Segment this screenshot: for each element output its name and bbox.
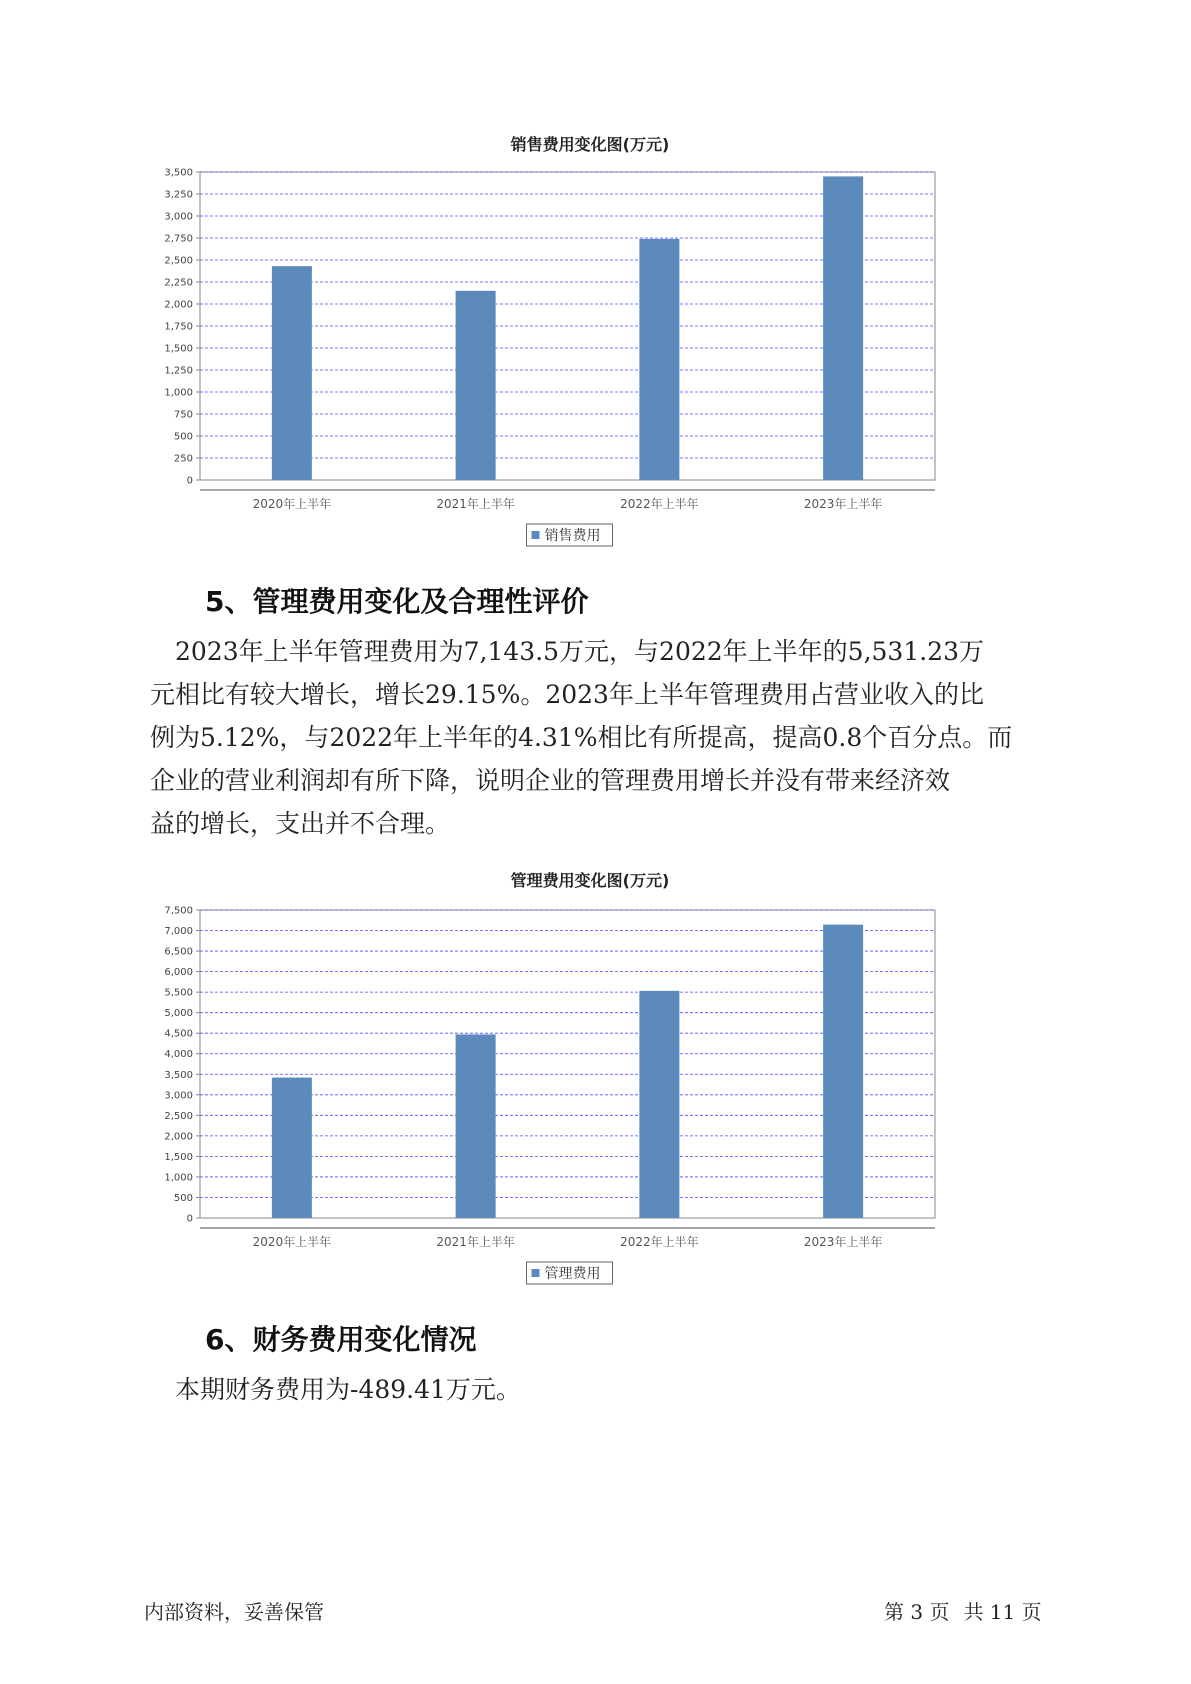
y-tick-label: 2,000 [164, 299, 193, 311]
legend-swatch [532, 531, 540, 539]
y-tick-label: 0 [186, 475, 193, 487]
admin-expense-chart [150, 868, 1030, 1288]
x-tick-label: 2021年上半年 [436, 497, 515, 511]
y-tick-label: 500 [173, 431, 193, 443]
y-tick-label: 3,500 [164, 167, 193, 179]
y-tick-label: 1,250 [164, 365, 193, 377]
y-tick-label: 6,500 [164, 946, 193, 958]
bar [456, 291, 496, 480]
y-tick-label: 4,500 [164, 1028, 193, 1040]
y-tick-label: 2,500 [164, 255, 193, 267]
x-tick-label: 2023年上半年 [803, 1235, 883, 1249]
x-tick-label: 2023年上半年 [803, 497, 883, 511]
y-tick-label: 1,000 [164, 1172, 193, 1184]
y-tick-label: 500 [173, 1192, 193, 1204]
paragraph-line: 益的增长，支出并不合理。 [150, 809, 451, 838]
x-tick-label: 2022年上半年 [620, 1235, 699, 1249]
y-tick-label: 1,500 [164, 343, 193, 355]
y-tick-label: 3,000 [164, 1090, 193, 1102]
x-tick-label: 2020年上半年 [252, 497, 332, 511]
paragraph-line: 本期财务费用为-489.41万元。 [150, 1375, 521, 1404]
page-number: 第 3 页 [884, 1600, 950, 1624]
y-tick-label: 2,250 [164, 277, 193, 289]
footer-confidential: 内部资料，妥善保管 [144, 1600, 324, 1624]
bar [456, 1034, 496, 1218]
x-tick-label: 2020年上半年 [252, 1235, 332, 1249]
legend-label: 管理费用 [544, 1266, 601, 1282]
bar [272, 266, 312, 480]
bar [823, 176, 863, 480]
paragraph-line: 企业的营业利润却有所下降，说明企业的管理费用增长并没有带来经济效 [150, 766, 951, 795]
y-tick-label: 6,000 [164, 967, 193, 979]
section6-heading: 6、财务费用变化情况 [205, 1323, 477, 1356]
y-tick-label: 5,000 [164, 1008, 193, 1020]
y-tick-label: 2,000 [164, 1131, 193, 1143]
footer-page-info [884, 1596, 1056, 1625]
y-tick-label: 1,000 [164, 387, 193, 399]
y-tick-label: 1,750 [164, 321, 193, 333]
bar [639, 239, 679, 480]
x-tick-label: 2022年上半年 [620, 497, 699, 511]
y-tick-label: 1,500 [164, 1151, 193, 1163]
y-tick-label: 750 [173, 409, 193, 421]
section5-heading: 5、管理费用变化及合理性评价 [205, 585, 589, 618]
bar [639, 991, 679, 1218]
y-tick-label: 7,000 [164, 926, 193, 938]
chart-svg [150, 898, 1030, 1288]
sales-expense-chart [150, 132, 1030, 547]
chart-title: 管理费用变化图(万元) [510, 871, 670, 890]
paragraph-line: 例为5.12%，与2022年上半年的4.31%相比有所提高，提高0.8个百分点。而 [150, 723, 1013, 752]
legend-label: 销售费用 [544, 528, 601, 544]
y-tick-label: 7,500 [164, 905, 193, 917]
page-total: 共 11 页 [963, 1600, 1042, 1624]
bar [823, 925, 863, 1218]
chart-title: 销售费用变化图(万元) [510, 135, 670, 154]
paragraph-line: 2023年上半年管理费用为7,143.5万元，与2022年上半年的5,531.23万 [150, 637, 984, 666]
y-tick-label: 3,000 [164, 211, 193, 223]
section5-paragraph [150, 630, 1050, 845]
y-tick-label: 4,000 [164, 1049, 193, 1061]
x-tick-label: 2021年上半年 [436, 1235, 515, 1249]
y-tick-label: 0 [186, 1213, 193, 1225]
chart-svg [150, 160, 1030, 550]
y-tick-label: 3,250 [164, 189, 193, 201]
y-tick-label: 250 [173, 453, 193, 465]
bar [272, 1078, 312, 1218]
section6-paragraph [150, 1368, 1050, 1411]
legend-swatch [532, 1269, 540, 1277]
y-tick-label: 3,500 [164, 1069, 193, 1081]
paragraph-line: 元相比有较大增长，增长29.15%。2023年上半年管理费用占营业收入的比 [150, 680, 984, 709]
y-tick-label: 2,750 [164, 233, 193, 245]
y-tick-label: 5,500 [164, 987, 193, 999]
y-tick-label: 2,500 [164, 1110, 193, 1122]
